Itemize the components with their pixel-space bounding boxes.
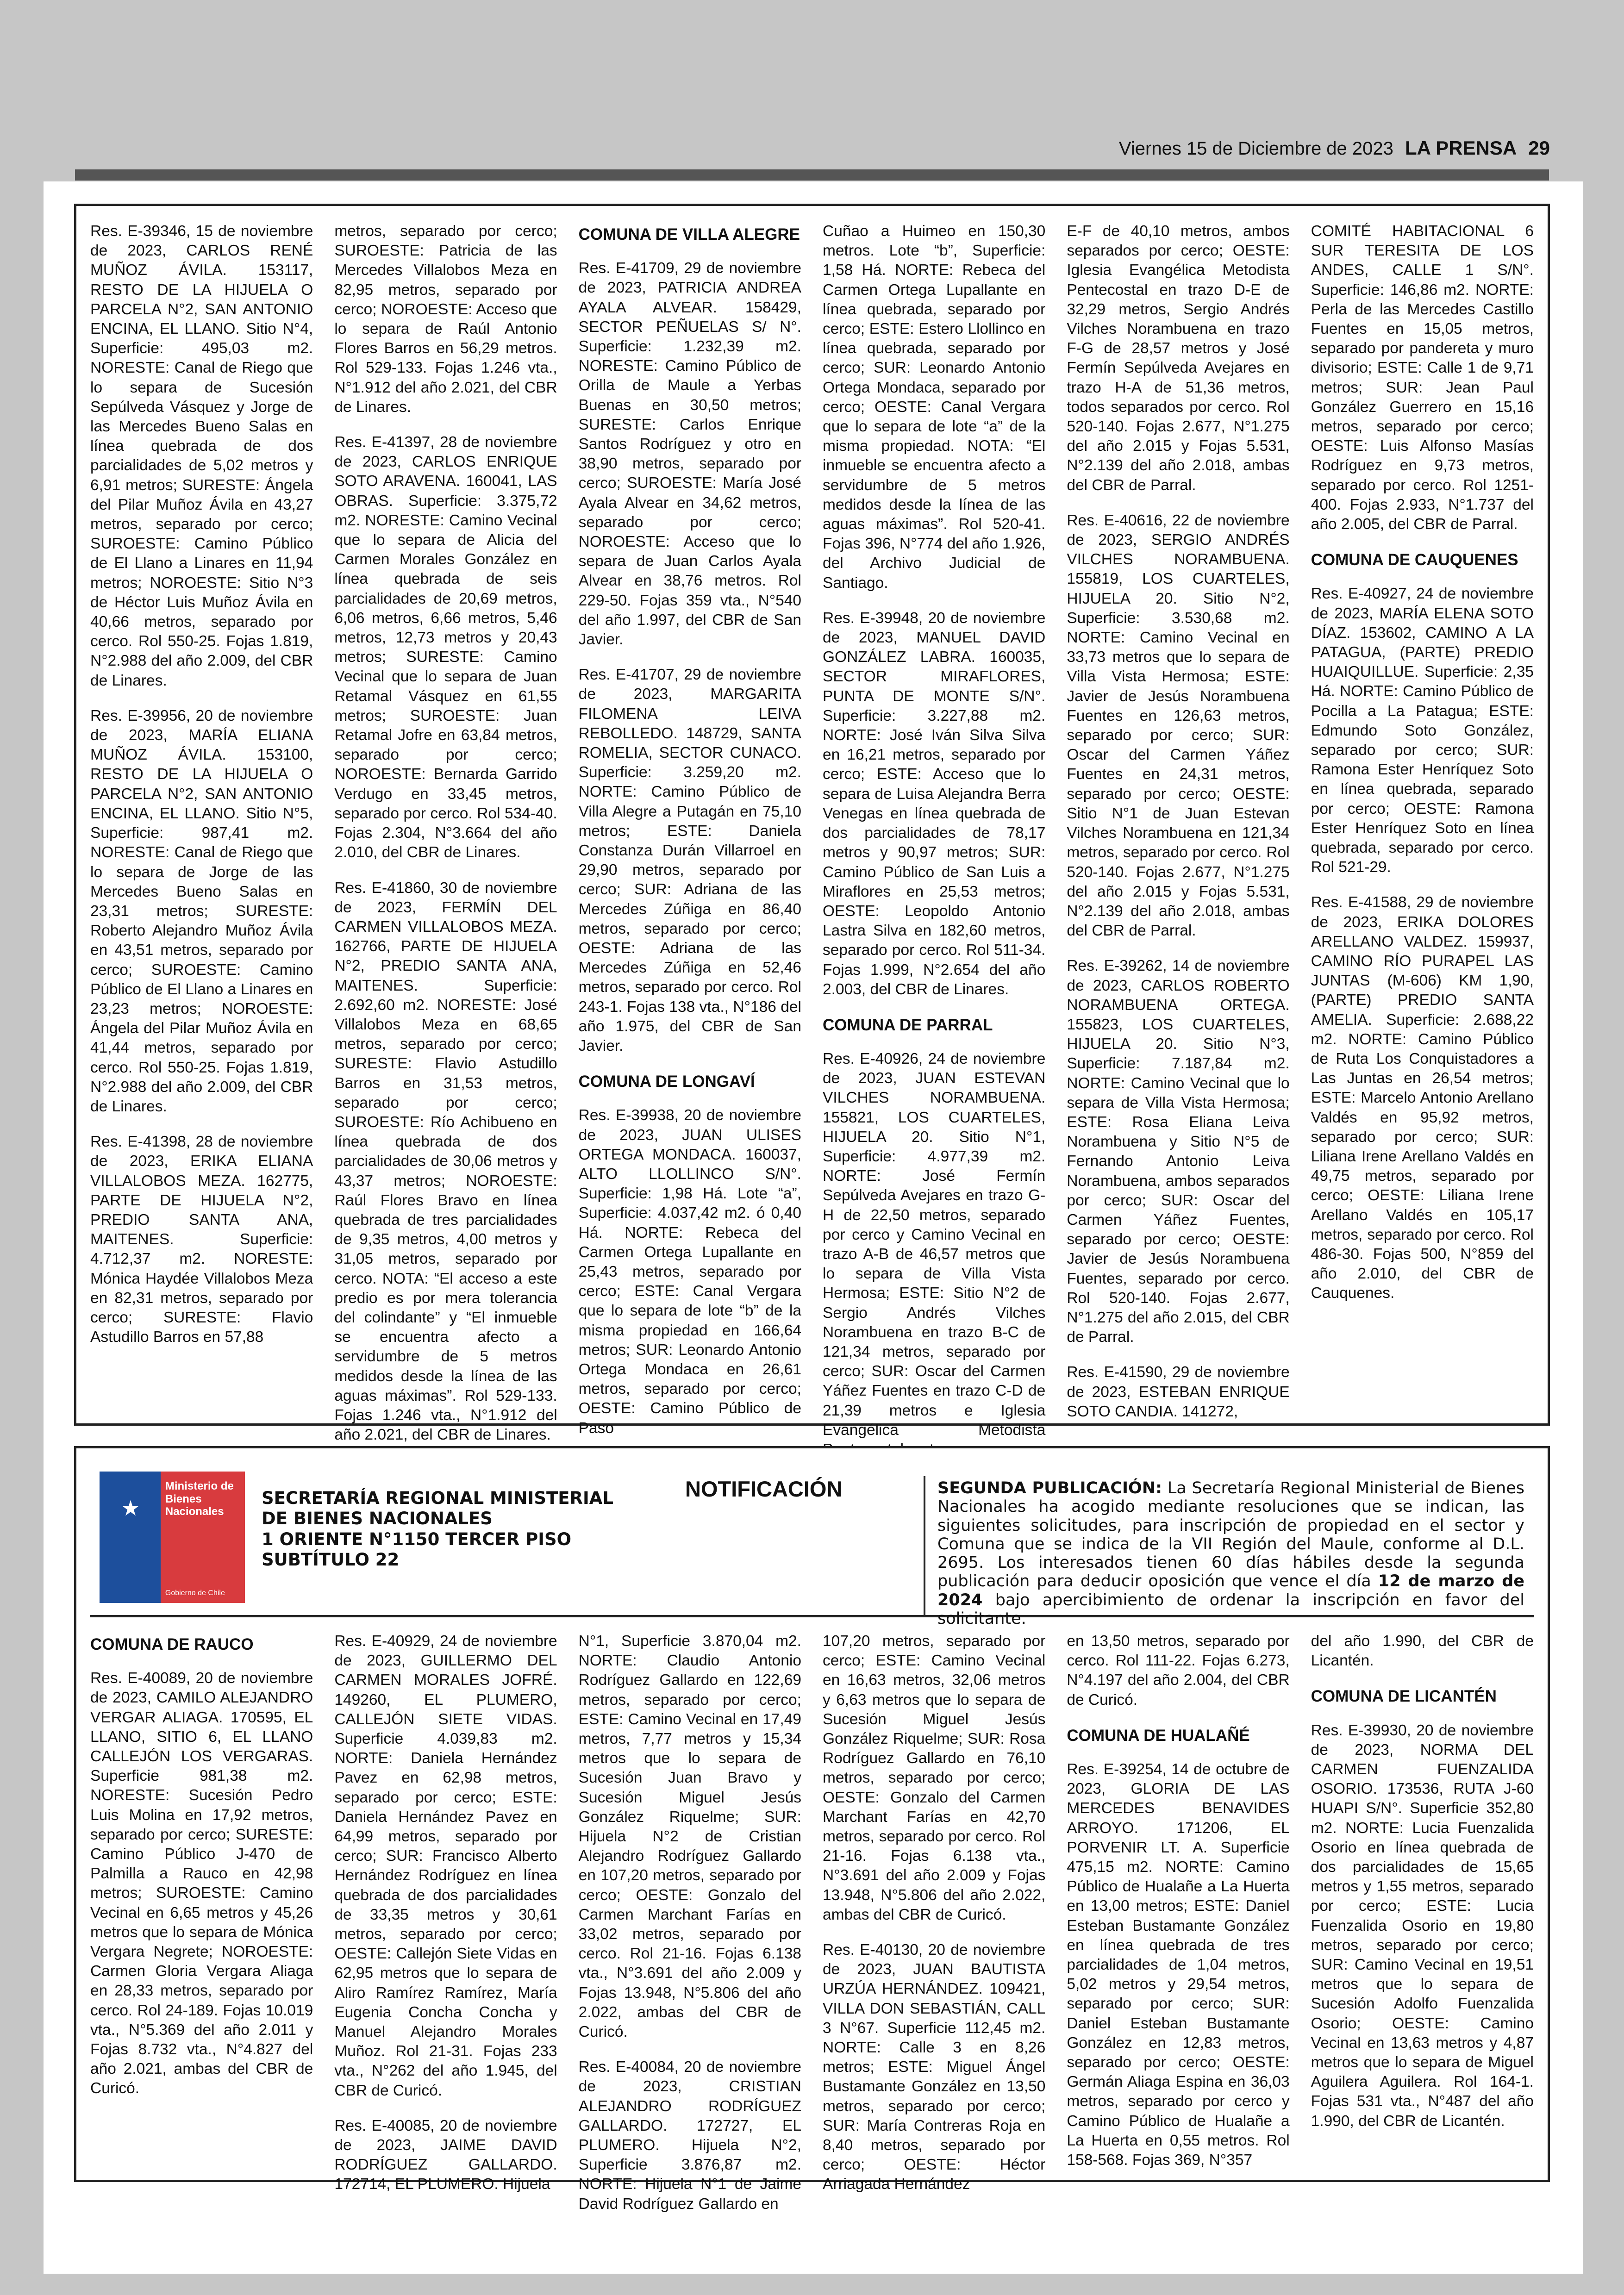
text-column bbox=[1311, 222, 1534, 1475]
resolution-entry: COMITÉ HABITACIONAL 6 SUR TERESITA DE LOS ANDES, CALLE 1 S/N°. Superficie: 146,86 m2. NORTE: Perla de las Mercedes Castillo Fuentes en 15,05 metros, separado por pandereta y muro divisorio; ESTE: Calle 1 de 9,71 metros; SUR: Jean Paul González Guerrero en 15,16 metros, separado por cerco; OESTE: Luis Alfonso Masías Rodríguez en 9,73 metros, separado por cerco. Rol 1251-400. Fojas 2.933, N°1.737 del año 2.005, del CBR de Parral. bbox=[1311, 223, 1534, 533]
resolution-entry: Res. E-41860, 30 de noviembre de 2023, FERMÍN DEL CARMEN VILLALOBOS MEZA. 162766, PARTE DE HIJUELA N°2, PREDIO SANTA ANA, MAITENES. Superficie: 2.692,60 m2. NORESTE: José Villalobos Meza en 68,65 metros, separado por cerco; SURESTE: Flavio Astudillo Barros en 31,53 metros, separado por cerco; SUROESTE: Río Achibueno en línea quebrada de dos parcialidades de 30,06 metros y 43,37 metros; NOROESTE: Raúl Flores Bravo en línea quebrada de tres parcialidades de 9,35 metros, 4,00 metros y 31,05 metros, separado por cerco. NOTA: “El acceso a este predio es por mera tolerancia del colindante” y “El inmueble se encuentra afecto a servidumbre de 5 metros medidos desde la línea de las aguas máximas”. Rol 529-133. Fojas 1.246 vta., N°1.912 del año 2.021, del CBR de Linares. bbox=[334, 879, 557, 1444]
resolution-entry: Res. E-39938, 20 de noviembre de 2023, JUAN ULISES ORTEGA MONDACA. 160037, ALTO LLOLLINCO S/N°. Superficie: 1,98 Há. Lote “a”, Superficie: 4.037,42 m2. ó 0,40 Há. NORTE: Rebeca del Carmen Ortega Lupallante en 25,43 metros, separado por cerco; ESTE: Canal Vergara que lo separa de lote “b” de la misma propiedad en 166,64 metros; SUR: Leonardo Antonio Ortega Mondaca en 26,61 metros, separado por cerco; OESTE: Camino Público de Paso bbox=[578, 1107, 801, 1437]
resolution-entry: Res. E-40929, 24 de noviembre de 2023, GUILLERMO DEL CARMEN MORALES JOFRÉ. 149260, EL PLUMERO, CALLEJÓN SIETE VIDAS. Superficie 4.039,83 m2. NORTE: Daniela Hernández Pavez en 62,98 metros, separado por cerco; ESTE: Daniela Hernández Pavez en 64,99 metros, separado por cerco; SUR: Francisco Alberto Hernández Rodríguez en línea quebrada de dos parcialidades de 33,35 metros y 30,61 metros, separado por cerco; OESTE: Callejón Siete Vidas en 62,95 metros que lo separa de Aliro Ramírez Ramírez, María Eugenia Concha Concha y Manuel Alejandro Morales Muñoz. Rol 21-31. Fojas 233 vta., N°262 del año 1.945, del CBR de Curicó. bbox=[334, 1633, 557, 2099]
resolution-entry: Res. E-41398, 28 de noviembre de 2023, ERIKA ELIANA VILLALOBOS MEZA. 162775, PARTE DE HIJUELA N°2, PREDIO SANTA ANA, MAITENES. Superficie: 4.712,37 m2. NORESTE: Mónica Haydée Villalobos Meza en 82,31 metros, separado por cerco; SURESTE: Flavio Astudillo Barros en 57,88 bbox=[90, 1133, 313, 1346]
notice-columns-bottom bbox=[90, 1632, 1534, 2213]
resolution-entry: Res. E-41590, 29 de noviembre de 2023, ESTEBAN ENRIQUE SOTO CANDIA. 141272, bbox=[1067, 1364, 1290, 1420]
logo-text-1: Ministerio de bbox=[165, 1480, 234, 1492]
comuna-heading: COMUNA DE HUALAÑÉ bbox=[1067, 1726, 1250, 1745]
comuna-heading: COMUNA DE LICANTÉN bbox=[1311, 1687, 1497, 1706]
org-line-3: 1 ORIENTE N°1150 TERCER PISO bbox=[262, 1529, 572, 1549]
resolution-entry: N°1, Superficie 3.870,04 m2. NORTE: Claudio Antonio Rodríguez Gallardo en 122,69 metros, separado por cerco; ESTE: Camino Vecinal en 17,49 metros, 7,77 metros y 15,34 metros que lo separa de Sucesión Juan Bravo y Sucesión Miguel Jesús González Riquelme; SUR: Hijuela N°2 de Cristian Alejandro Rodríguez Gallardo en 107,20 metros, separado por cerco; OESTE: Gonzalo del Carmen Marchant Farías en 33,02 metros, separado por cerco. Rol 21-16. Fojas 6.138 vta., N°3.691 del año 2.009 y Fojas 13.948, N°5.806 del año 2.022, ambas del CBR de Curicó. bbox=[578, 1633, 801, 2041]
notification-lead: SEGUNDA PUBLICACIÓN: bbox=[937, 1479, 1162, 1497]
comuna-heading: COMUNA DE LONGAVÍ bbox=[578, 1073, 755, 1091]
resolution-entry: Res. E-39948, 20 de noviembre de 2023, MANUEL DAVID GONZÁLEZ LABRA. 160035, SECTOR MIRAFLORES, PUNTA DE MONTE S/N°. Superficie: 3.227,88 m2. NORTE: José Iván Silva Silva en 16,21 metros, separado por cerco; ESTE: Acceso que lo separa de Luisa Alejandra Berra Venegas en línea quebrada de dos parcialidades de 78,17 metros y 90,97 metros; SUR: Camino Público de San Luis a Miraflores en 25,53 metros; OESTE: Leopoldo Antonio Lastra Silva en 182,60 metros, separado por cerco. Rol 511-34. Fojas 1.999, N°2.654 del año 2.003, del CBR de Linares. bbox=[823, 609, 1046, 998]
page-header bbox=[1119, 137, 1550, 159]
resolution-entry: Res. E-40926, 24 de noviembre de 2023, JUAN ESTEVAN VILCHES NORAMBUENA. 155821, LOS CUARTELES, HIJUELA 20. Sitio N°1, Superficie: 4.977,39 m2. NORTE: José Fermín Sepúlveda Avejares en trazo G-H de 22,50 metros, separado por cerco y Camino Vecinal en trazo A-B de 46,57 metros que lo separa de Villa Vista Hermosa; ESTE: Sitio N°2 de Sergio Andrés Vilches Norambuena en trazo B-C de 121,34 metros, separado por cerco; SUR: Oscar del Carmen Yáñez Fuentes en trazo C-D de 21,39 metros e Iglesia Evangélica Metodista bbox=[823, 1050, 1046, 1439]
logo-footer: Gobierno de Chile bbox=[165, 1589, 225, 1597]
notification-deadline: 12 de marzo de 2024 bbox=[937, 1572, 1525, 1609]
coat-of-arms-icon: ★ bbox=[121, 1496, 140, 1520]
resolution-entry: Cuñao a Huimeo en 150,30 metros. Lote “b”, Superficie: 1,58 Há. NORTE: Rebeca del Carmen Ortega Lupallante en línea quebrada, separado por cerco; ESTE: Estero Llollinco en línea quebrada, separado por cerco; SUR: Leonardo Antonio Ortega Mondaca, separado por cerco; OESTE: Canal Vergara que lo separa de lote “a” de la misma propiedad. NOTA: “El inmueble se encuentra afecto a servidumbre de 5 metros medidos desde la línea de las aguas máximas”. Rol 520-41. Fojas 396, N°774 del año 1.926, del Archivo Judicial de Santiago. bbox=[823, 223, 1046, 592]
org-line-2: DE BIENES NACIONALES bbox=[262, 1509, 493, 1529]
notification-title: NOTIFICACIÓN bbox=[685, 1477, 843, 1501]
resolution-entry: Res. E-41397, 28 de noviembre de 2023, CARLOS ENRIQUE SOTO ARAVENA. 160041, LAS OBRAS. Superficie: 3.375,72 m2. NORESTE: Camino Vecinal que lo separa de Alicia del Carmen Morales González en línea quebrada de seis parcialidades de 20,69 metros, 6,06 metros, 6,66 metros, 5,46 metros, 12,73 metros y 20,43 metros; SURESTE: Camino Vecinal que lo separa de Juan Retamal Vásquez en 61,55 metros; SUROESTE: Juan Retamal Jofre en 63,84 metros, separado por cerco; NOROESTE: Bernarda Garrido Verdugo en 33,45 metros, separado por cerco. Rol 534-40. Fojas 2.304, N°3.664 del año 2.010, del CBR de Linares. bbox=[334, 434, 557, 861]
text-column bbox=[823, 222, 1045, 1475]
resolution-entry: 107,20 metros, separado por cerco; ESTE: Camino Vecinal en 16,63 metros, 32,06 metros y 6,63 metros que lo separa de Sucesión Miguel Jesús González Riquelme; SUR: Rosa Rodríguez Gallardo en 76,10 metros, separado por cerco; OESTE: Gonzalo del Carmen Marchant Farías en 42,70 metros, separado por cerco. Rol 21-16. Fojas 6.138 vta., N°3.691 del año 2.009 y Fojas 13.948, N°5.806 del año 2.022, ambas del CBR de Curicó. bbox=[823, 1633, 1046, 1923]
text-column bbox=[1311, 1632, 1534, 2230]
text-column bbox=[90, 222, 313, 1475]
header-rule bbox=[75, 169, 1549, 181]
header-date: Viernes 15 de Diciembre de 2023 bbox=[1118, 138, 1393, 159]
resolution-entry: Res. E-40130, 20 de noviembre de 2023, JUAN BAUTISTA URZÚA HERNÁNDEZ. 109421, VILLA DON SEBASTIÁN, CALL 3 N°67. Superficie 112,45 m2. NORTE: Calle 3 en 8,26 metros; ESTE: Miguel Ángel Bustamante González en 13,50 metros, separado por cerco; SUR: María Contreras Roja en 8,40 metros, separado por cerco; OESTE: Héctor Arriagada Hernández bbox=[823, 1941, 1046, 2193]
resolution-entry: en 13,50 metros, separado por cerco. Rol 111-22. Fojas 6.273, N°4.197 del año 2.004, del CBR de Curicó. bbox=[1067, 1633, 1290, 1709]
text-column bbox=[334, 1632, 557, 2230]
text-column bbox=[579, 1632, 801, 2230]
resolution-entry: Res. E-40085, 20 de noviembre de 2023, JAIME DAVID RODRÍGUEZ GALLARDO. 172714, EL PLUMERO. Hijuela bbox=[334, 2117, 557, 2193]
notification-divider bbox=[924, 1476, 925, 1615]
comuna-heading: COMUNA DE RAUCO bbox=[90, 1635, 254, 1653]
logo-red-panel bbox=[161, 1472, 245, 1603]
resolution-entry: Res. E-41709, 29 de noviembre de 2023, PATRICIA ANDREA AYALA ALVEAR. 158429, SECTOR PEÑUELAS S/ N°. Superficie: 1.232,39 m2. NORESTE: Camino Público de Orilla de Maule a Yerbas Buenas en 30,50 metros; SURESTE: Carlos Enrique Santos Rodríguez y otro en 38,90 metros, separado por cerco; SUROESTE: María José Ayala Alvear en 34,62 metros, separado por cerco; NOROESTE: Acceso que lo separa de Juan Carlos Ayala Alvear en 38,76 metros. Rol 229-50. Fojas 359 vta., N°540 del año 1.997, del CBR de San Javier. bbox=[578, 260, 801, 648]
resolution-entry: Res. E-40927, 24 de noviembre de 2023, MARÍA ELENA SOTO DÍAZ. 153602, CAMINO A LA PATAGUA, (PARTE) PREDIO HUAIQUILLUE. Superficie: 2,35 Há. NORTE: Camino Público de Pocilla a La Patagua; ESTE: Edmundo Soto González, separado por cerco; SUR: Ramona Ester Henríquez Soto en línea quebrada, separado por cerco; OESTE: Ramona Ester Henríquez Soto en línea quebrada, separado por cerco. Rol 521-29. bbox=[1311, 585, 1534, 876]
header-page-number: 29 bbox=[1528, 137, 1550, 159]
resolution-entry: E-F de 40,10 metros, ambos separados por cerco; OESTE: Iglesia Evangélica Metodista Pentecostal en trazo D-E de 32,29 metros, Sergio Andrés Vilches Norambuena en trazo F-G de 28,57 metros y José Fermín Sepúlveda Avejares en trazo H-A de 51,36 metros, todos separados por cerco. Rol 520-140. Fojas 2.677, N°1.275 del año 2.015 y Fojas 5.531, N°2.139 del año 2.018, ambas del CBR de Parral. bbox=[1067, 223, 1290, 494]
comuna-heading: COMUNA DE CAUQUENES bbox=[1311, 551, 1518, 569]
notification-header bbox=[90, 1462, 1534, 1628]
resolution-entry: Res. E-41588, 29 de noviembre de 2023, ERIKA DOLORES ARELLANO VALDEZ. 159937, CAMINO RÍO PURAPEL LAS JUNTAS (M-606) KM 1,90, (PARTE) PREDIO SANTA AMELIA. Superficie: 2.688,22 m2. NORTE: Camino Público de Ruta Los Conquistadores a Las Juntas en 26,54 metros; ESTE: Marcelo Antonio Arellano Valdés en 95,92 metros, separado por cerco; SUR: Liliana Irene Arellano Valdés en 49,75 metros, separado por cerco; OESTE: Liliana Irene Arellano Valdés en 105,17 metros, separado por cerco. Rol 486-30. Fojas 500, N°859 del año 2.010, del CBR de Cauquenes. bbox=[1311, 894, 1534, 1302]
text-column bbox=[1067, 222, 1289, 1475]
text-column bbox=[823, 1632, 1045, 2230]
notices-box-top bbox=[74, 204, 1550, 1444]
resolution-entry: Res. E-39254, 14 de octubre de 2023, GLORIA DE LAS MERCEDES BENAVIDES ARROYO. 171206, EL PORVENIR LT. A. Superficie 475,15 m2. NORTE: Camino Público de Hualañe a La Huerta en 13,00 metros; ESTE: Daniel Esteban Bustamante González en línea quebrada de tres parcialidades de 1,04 metros, 5,02 metros y 29,54 metros, separado por cerco; SUR: Daniel Esteban Bustamante González en 12,83 metros, separado por cerco; OESTE: Germán Aliaga Espina en 36,03 metros, separado por cerco y Camino Público de Hualañe a La Huerta en 0,55 metros. Rol 158-568. Fojas 369, N°357 bbox=[1067, 1760, 1290, 2169]
org-line-4: SUBTÍTULO 22 bbox=[262, 1550, 400, 1570]
resolution-entry: Res. E-40084, 20 de noviembre de 2023, CRISTIAN ALEJANDRO RODRÍGUEZ GALLARDO. 172727, EL PLUMERO. Hijuela N°2, Superficie 3.876,87 m2. NORTE: Hijuela N°1 de Jaime David Rodríguez Gallardo en bbox=[578, 2058, 801, 2213]
ministry-logo bbox=[100, 1472, 245, 1603]
resolution-entry: Res. E-40089, 20 de noviembre de 2023, CAMILO ALEJANDRO VERGAR ALIAGA. 170595, EL LLANO, SITIO 6, EL LLANO CALLEJÓN LOS VERGARAS. Superficie 981,38 m2. NORESTE: Sucesión Pedro Luis Molina en 17,92 metros, separado por cerco; SURESTE: Camino Público J-470 de Palmilla a Rauco en 42,98 metros; SUROESTE: Camino Vecinal en 6,65 metros y 45,26 metros que lo separa de Mónica Vergara Negrete; NOROESTE: Carmen Gloria Vergara Aliaga en 28,33 metros, separado por cerco. Rol 24-189. Fojas 10.019 vta., N°5.369 del año 2.011 y Fojas 8.732 vta., N°4.827 del año 2.021, ambas del CBR de Curicó. bbox=[90, 1670, 313, 2097]
resolution-entry: Res. E-39956, 20 de noviembre de 2023, MARÍA ELIANA MUÑOZ ÁVILA. 153100, RESTO DE LA HIJUELA O PARCELA N°2, SAN ANTONIO ENCINA, EL LLANO. Sitio N°5, Superficie: 987,41 m2. NORESTE: Canal de Riego que lo separa de Jorge de las Mercedes Bueno Salas en 23,31 metros; SURESTE: Roberto Alejandro Muñoz Ávila en 43,51 metros, separado por cerco; SUROESTE: Camino Público de El Llano a Linares en 23,23 metros; NOROESTE: Ángela del Pilar Muñoz Ávila en 41,44 metros, separado por cerco. Rol 550-25. Fojas 1.819, N°2.988 del año 2.009, del CBR de Linares. bbox=[90, 707, 313, 1115]
comuna-heading: COMUNA DE VILLA ALEGRE bbox=[578, 225, 800, 243]
notification-body-2: bajo apercibimiento de ordenar la inscripción en favor del solicitante. bbox=[937, 1590, 1524, 1628]
notification-body-1: La Secretaría Regional Ministerial de Bienes Nacionales ha acogido mediante resoluciones que se indican, las siguientes solicitudes, para inscripción de propiedad en el sector y Comuna que se indica de la VII Región del Maule, conforme al D.L. 2695. Los interesados tienen 60 días hábiles desde la segunda publicación para deducir oposición que vence el día bbox=[937, 1479, 1524, 1591]
resolution-entry: Res. E-40616, 22 de noviembre de 2023, SERGIO ANDRÉS VILCHES NORAMBUENA. 155819, LOS CUARTELES, HIJUELA 20. Sitio N°2, Superficie: 3.530,68 m2. NORTE: Camino Vecinal en 33,73 metros que lo separa de Villa Vista Hermosa; ESTE: Javier de Jesús Norambuena Fuentes en 126,63 metros, separado por cerco; SUR: Oscar del Carmen Yáñez Fuentes en 24,31 metros, separado por cerco; OESTE: Sitio N°1 de Juan Estevan Vilches Norambuena en 121,34 metros, separado por cerco. Rol 520-140. Fojas 2.677, N°1.275 del año 2.015 y Fojas 5.531, N°2.139 del año 2.018, ambas del CBR de Parral. bbox=[1067, 511, 1290, 940]
comuna-heading: COMUNA DE PARRAL bbox=[823, 1016, 993, 1034]
text-column bbox=[90, 1632, 313, 2230]
org-line-1: SECRETARÍA REGIONAL MINISTERIAL bbox=[262, 1488, 613, 1508]
logo-text-2: Bienes bbox=[165, 1492, 202, 1505]
resolution-entry: del año 1.990, del CBR de Licantén. bbox=[1311, 1633, 1534, 1670]
notices-box-bottom bbox=[74, 1446, 1550, 2213]
organization-block bbox=[262, 1488, 613, 1571]
resolution-entry: Res. E-41707, 29 de noviembre de 2023, MARGARITA FILOMENA LEIVA REBOLLEDO. 148729, SANTA ROMELIA, SECTOR CUNACO. Superficie: 3.259,20 m2. NORTE: Camino Público de Villa Alegre a Putagán en 75,10 metros; ESTE: Daniela Constanza Durán Villarroel en 29,90 metros, separado por cerco; SUR: Adriana de las Mercedes Zúñiga en 86,40 metros, separado por cerco; OESTE: Adriana de las Mercedes Zúñiga en 52,46 metros, separado por cerco. Rol 243-1. Fojas 138 vta., N°186 del año 1.975, del CBR de San Javier. bbox=[578, 666, 801, 1055]
notification-text bbox=[937, 1479, 1524, 1628]
resolution-entry: Res. E-39346, 15 de noviembre de 2023, CARLOS RENÉ MUÑOZ ÁVILA. 153117, RESTO DE LA HIJUELA O PARCELA N°2, SAN ANTONIO ENCINA, EL LLANO. Sitio N°4, Superficie: 495,03 m2. NORESTE: Canal de Riego que lo separa de Sucesión Sepúlveda Vásquez y Jorge de las Mercedes Bueno Salas en línea quebrada de dos parcialidades de 5,02 metros y 6,91 metros; SURESTE: Ángela del Pilar Muñoz Ávila en 43,27 metros, separado por cerco; SUROESTE: Camino Público de El Llano a Linares en 11,94 metros; NOROESTE: Sitio N°3 de Héctor Luis Muñoz Ávila en 40,66 metros, separado por cerco. Rol 550-25. Fojas 1.819, N°2.988 del año 2.009, del CBR de Linares. bbox=[90, 223, 313, 689]
header-publication: LA PRENSA bbox=[1405, 137, 1517, 159]
resolution-entry: Res. E-39262, 14 de noviembre de 2023, CARLOS ROBERTO NORAMBUENA ORTEGA. 155823, LOS CUARTELES, HIJUELA 20. Sitio N°3, Superficie: 7.187,84 m2. NORTE: Camino Vecinal que lo separa de Villa Vista Hermosa; ESTE: Rosa Eliana Leiva Norambuena y Sitio N°5 de Fernando Antonio Leiva Norambuena, ambos separados por cerco; SUR: Oscar del Carmen Yáñez Fuentes, separado por cerco; OESTE: Javier de Jesús Norambuena Fuentes, separado por cerco. Rol 520-140. Fojas 2.677, N°1.275 del año 2.015, del CBR de Parral. bbox=[1067, 957, 1290, 1346]
resolution-entry: metros, separado por cerco; SUROESTE: Patricia de las Mercedes Villalobos Meza en 82,95 metros, separado por cerco; NOROESTE: Acceso que lo separa de Raúl Antonio Flores Barros en 56,29 metros. Rol 529-133. Fojas 1.246 vta., N°1.912 del año 2.021, del CBR de Linares. bbox=[334, 223, 557, 416]
resolution-entry: Res. E-39930, 20 de noviembre de 2023, NORMA DEL CARMEN FUENZALIDA OSORIO. 173536, RUTA J-60 HUAPI S/N°. Superficie 352,80 m2. NORTE: Lucia Fuenzalida Osorio en línea quebrada de dos parcialidades de 15,65 metros y 1,55 metros, separado por cerco; ESTE: Lucia Fuenzalida Osorio en 19,80 metros, separado por cerco; SUR: Camino Vecinal en 19,51 metros que lo separa de Sucesión Adolfo Fuenzalida Osorio; OESTE: Camino Vecinal en 13,63 metros y 4,87 metros que lo separa de Miguel Aguilera Aguilera. Rol 164-1. Fojas 531 vta., N°487 del año 1.990, del CBR de Licantén. bbox=[1311, 1721, 1534, 2130]
text-column bbox=[1067, 1632, 1289, 2230]
logo-text-3: Nacionales bbox=[165, 1505, 224, 1518]
notice-columns-top bbox=[90, 222, 1534, 1444]
text-column bbox=[334, 222, 557, 1475]
text-column bbox=[579, 222, 801, 1475]
logo-blue-panel bbox=[100, 1472, 161, 1603]
